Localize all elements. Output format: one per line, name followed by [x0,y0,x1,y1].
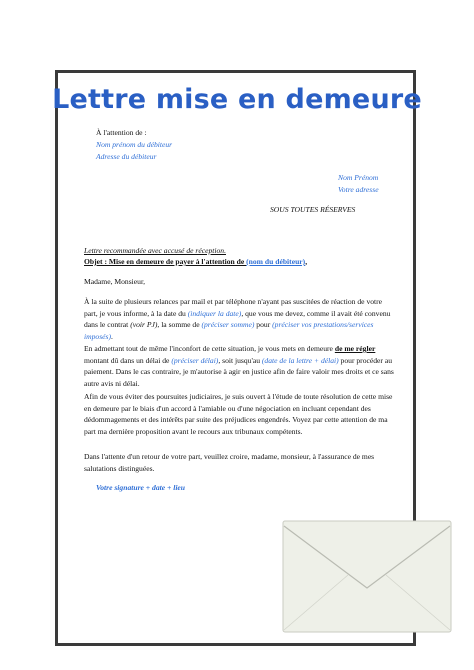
placeholder-deadline: (date de la lettre + délai) [261,355,339,365]
paragraph-2-line [84,355,392,367]
paragraph-1-line: À la suite de plusieurs relances par mail et par téléphone n'ayant pas suscitées de réaction de votre [84,297,383,306]
text: , la somme de [157,320,202,330]
text: pour [254,320,273,330]
placeholder-delay: (préciser délai) [171,355,219,365]
paragraph-2-line [84,343,384,355]
salutation: Madame, Monsieur, [84,277,146,286]
paragraph-2-line: paiement. Dans le cas contraire, je m'autorise à agir en justice afin de faire valoir mes droits et ce sans [84,367,394,377]
placeholder-amount: (préciser somme) [201,320,255,330]
paragraph-1-line [84,331,384,343]
text: part, je vous informe, à la date du [84,308,188,318]
text: En admettant tout de même l'inconfort de cette situation, je vous mets en demeure [84,344,335,353]
paragraph-3-line: dédommagements et des intérêts par suite des préjudices engendrés. Voyez par cette attention de ma [84,415,388,425]
paragraph-3 [84,391,393,437]
paragraph-1-line [84,308,391,320]
closing-line: salutations distinguées. [84,463,155,473]
text: montant dû dans un délai de [84,355,172,365]
letter-object [84,256,307,268]
paragraph-2 [84,343,394,389]
recipient-address: Adresse du débiteur [96,152,157,161]
text: dans le contrat [84,320,131,330]
paragraph-3-line: Afin de vous éviter des poursuites judiciaires, je suis ouvert à l'étude de toute résolution de cette mise [84,392,393,401]
placeholder-services: (préciser vos prestations/services [272,320,374,330]
text: , que vous me devez, comme il avait été convenu [241,308,391,318]
paragraph-1 [84,296,391,342]
paragraph-3-line: en demeure par le biais d'un accord à l'amiable ou d'une négociation en incluant cependant des [84,403,371,413]
recipient-attention: À l'attention de : [96,128,147,137]
closing-line: Dans l'attente d'un retour de votre part, veuillez croire, madame, monsieur, à l'assurance de mes [84,452,375,461]
sender-name: Nom Prénom [338,173,379,182]
sender-address: Votre adresse [338,185,379,194]
paragraph-2-line: autre avis ni délai. [84,378,140,388]
text: pour procéder au [338,355,392,365]
text: . [111,331,113,341]
paragraph-1-line [84,319,384,331]
object-suffix: , [305,257,308,266]
envelope-icon [282,520,452,633]
object-placeholder: (nom du débiteur) [246,257,306,266]
closing-paragraph [84,451,384,474]
recipient-name: Nom prénom du débiteur [96,140,173,149]
placeholder-attachment: (voir PJ) [130,320,158,330]
page-title: Lettre mise en demeure [52,84,422,115]
text-emphasis: de me régler [334,344,376,353]
paragraph-3-line: part ma dernière proposition avant le recours aux tribunaux compétents. [84,426,303,436]
letter-type: Lettre recommandée avec accusé de réception. [84,246,226,255]
object-prefix: Objet : Mise en demeure de payer à l'attention de [84,257,247,266]
placeholder-date: (indiquer la date) [187,308,242,318]
text: , soit jusqu'au [218,355,262,365]
signature-placeholder: Votre signature + date + lieu [96,483,186,492]
placeholder-services-end: imposés) [84,331,111,341]
reserve-notice: SOUS TOUTES RÉSERVES [270,205,356,214]
